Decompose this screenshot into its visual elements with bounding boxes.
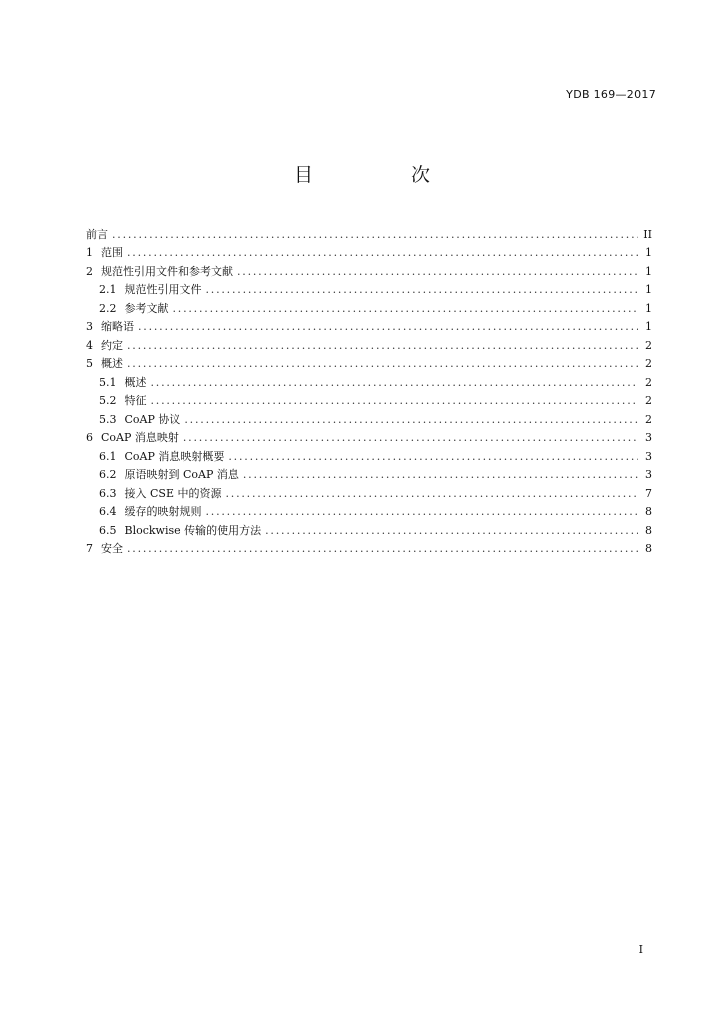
toc-dot-leader	[243, 468, 638, 481]
toc-entry-title: 约定	[101, 338, 123, 352]
toc-entry[interactable]	[86, 407, 652, 426]
toc-entry-page: 1	[645, 264, 652, 278]
toc-entry[interactable]	[86, 389, 652, 408]
toc-dot-leader	[173, 302, 639, 315]
toc-entry[interactable]	[86, 296, 652, 315]
toc-entry-title: 概述	[124, 375, 147, 389]
toc-entry-title: 概述	[101, 357, 123, 370]
toc-entry-number: 1	[86, 246, 93, 259]
toc-entry[interactable]	[86, 426, 652, 445]
toc-dot-leader	[138, 320, 638, 333]
toc-entry-number: 6.1	[99, 449, 117, 463]
toc-dot-leader	[151, 394, 639, 407]
toc-entry-title: CoAP 消息映射	[101, 431, 179, 444]
toc-entry-number: 6.5	[99, 523, 117, 537]
toc-entry[interactable]	[86, 537, 652, 556]
toc-dot-leader	[237, 265, 638, 278]
toc-entry-page: 1	[645, 301, 652, 315]
toc-entry-number: 6.3	[99, 486, 117, 500]
toc-entry[interactable]	[86, 518, 652, 537]
toc-dot-leader	[265, 524, 638, 537]
toc-dot-leader	[127, 246, 638, 259]
toc-entry-title: 范围	[101, 246, 123, 259]
toc-entry[interactable]	[86, 333, 652, 352]
toc-entry[interactable]	[86, 222, 652, 241]
toc-entry-page: 1	[645, 246, 652, 259]
page-title: 目 次	[293, 164, 477, 186]
toc-dot-leader	[127, 542, 638, 555]
toc-entry-title: 缓存的映射规则	[124, 505, 202, 518]
toc-entry-title: CoAP 协议	[124, 412, 181, 426]
toc-entry[interactable]	[86, 444, 652, 463]
toc-entry-page: 8	[645, 542, 652, 555]
toc-entry[interactable]	[86, 463, 652, 482]
toc-entry-number: 7	[86, 542, 93, 555]
toc-entry[interactable]	[86, 370, 652, 389]
toc-entry-title: 参考文献	[124, 301, 169, 315]
toc-dot-leader	[225, 487, 638, 500]
toc-entry[interactable]	[86, 352, 652, 371]
toc-dot-leader	[206, 283, 639, 296]
toc-dot-leader	[228, 450, 638, 463]
toc-entry-page: 2	[645, 375, 652, 389]
toc-entry-number: 5.3	[99, 412, 117, 426]
toc-entry[interactable]	[86, 241, 652, 260]
toc-entry-page: 3	[645, 468, 652, 481]
standard-code: YDB 169—2017	[566, 88, 656, 101]
toc-entry[interactable]	[86, 259, 652, 278]
toc-dot-leader	[127, 339, 638, 352]
toc-entry-number: 5.1	[99, 375, 117, 389]
toc-dot-leader	[112, 228, 638, 241]
toc-entry-title: 前言	[86, 227, 108, 241]
toc-dot-leader	[151, 376, 639, 389]
toc-entry-title: 缩略语	[101, 320, 134, 333]
toc-entry-page: II	[643, 227, 652, 241]
toc-entry-title: CoAP 消息映射概要	[124, 449, 225, 463]
toc-entry-page: 2	[645, 394, 652, 407]
toc-entry-number: 4	[86, 338, 93, 352]
toc-entry-page: 3	[645, 431, 652, 444]
toc-entry[interactable]	[86, 500, 652, 519]
toc-entry-number: 6	[86, 431, 93, 444]
toc-entry-number: 2	[86, 264, 93, 278]
toc-entry-number: 3	[86, 320, 93, 333]
table-of-contents	[86, 222, 652, 555]
toc-entry-page: 3	[645, 449, 652, 463]
toc-entry-title: 规范性引用文件和参考文献	[101, 264, 233, 278]
toc-entry-number: 6.4	[99, 505, 117, 518]
toc-dot-leader	[127, 357, 638, 370]
toc-entry-number: 6.2	[99, 468, 117, 481]
toc-entry-title: 接入 CSE 中的资源	[124, 486, 222, 500]
toc-entry-page: 2	[645, 357, 652, 370]
toc-entry[interactable]	[86, 278, 652, 297]
toc-dot-leader	[183, 431, 638, 444]
toc-entry-page: 8	[645, 505, 652, 518]
toc-entry-number: 5.2	[99, 394, 117, 407]
toc-entry-title: 规范性引用文件	[124, 283, 202, 296]
toc-dot-leader	[206, 505, 639, 518]
page-number: I	[638, 943, 643, 956]
toc-entry-number: 2.1	[99, 283, 117, 296]
toc-entry-page: 1	[645, 320, 652, 333]
toc-entry-page: 2	[645, 338, 652, 352]
toc-entry-title: 原语映射到 CoAP 消息	[124, 468, 239, 481]
toc-entry[interactable]	[86, 315, 652, 334]
toc-entry-page: 2	[645, 412, 652, 426]
toc-entry-title: 特征	[124, 394, 147, 407]
toc-entry-page: 7	[645, 486, 652, 500]
toc-dot-leader	[184, 413, 638, 426]
toc-entry-page: 1	[645, 283, 652, 296]
toc-entry-title: 安全	[101, 542, 123, 555]
toc-entry-number: 5	[86, 357, 93, 370]
toc-entry-page: 8	[645, 523, 652, 537]
toc-entry-title: Blockwise 传输的使用方法	[124, 523, 262, 537]
toc-entry-number: 2.2	[99, 301, 117, 315]
toc-entry[interactable]	[86, 481, 652, 500]
